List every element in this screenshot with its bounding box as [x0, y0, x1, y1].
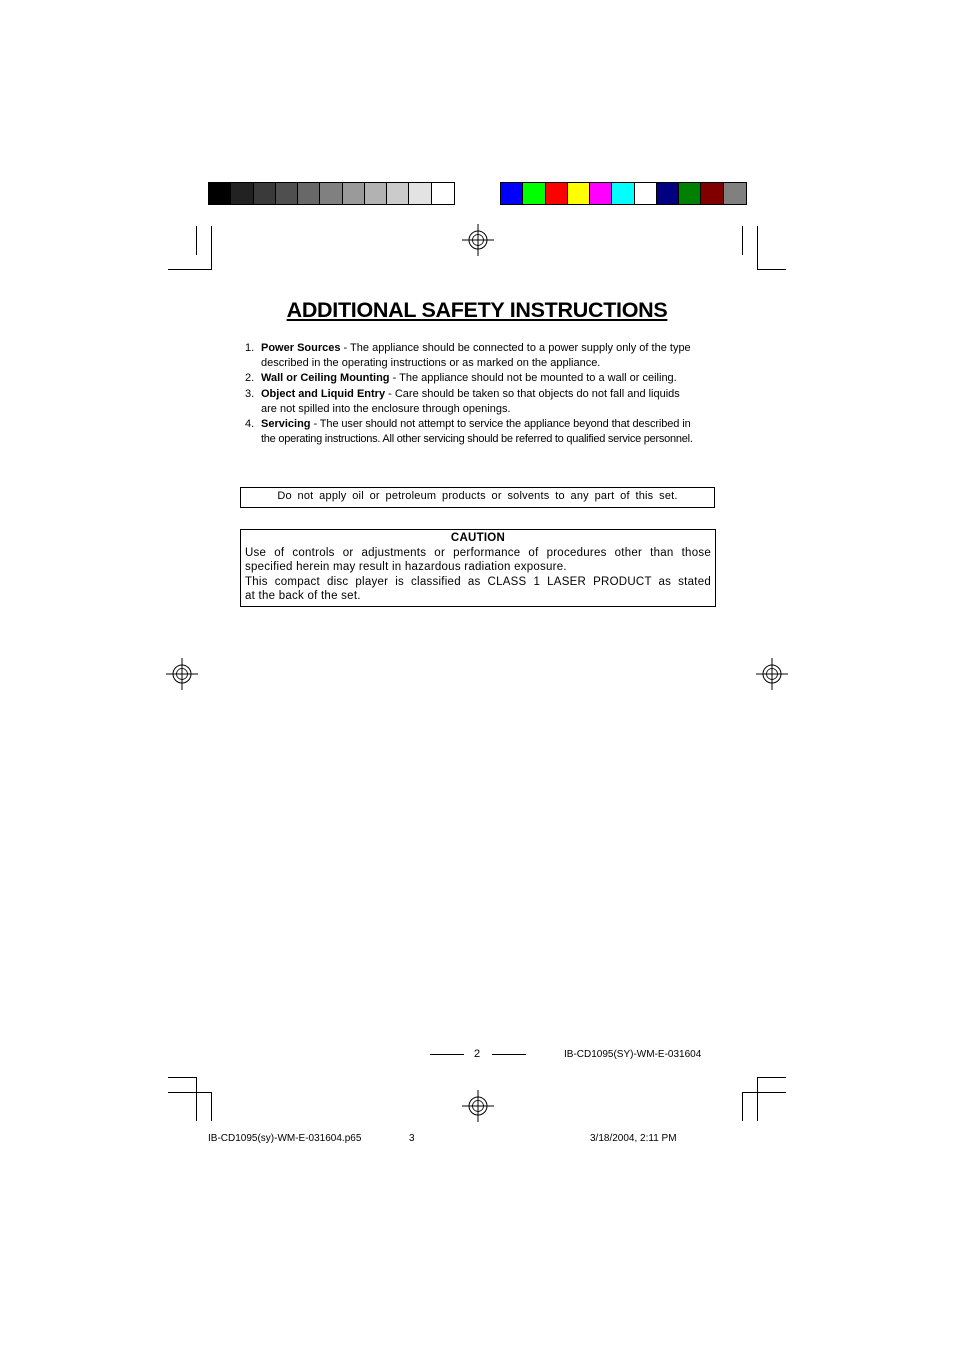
color-swatch: [590, 183, 612, 204]
registration-mark-icon: [756, 658, 788, 690]
color-swatch: [701, 183, 723, 204]
item-text: the operating instructions. All other servicing should be referred to qualified service personnel.: [261, 433, 693, 446]
color-calibration-strip: [500, 182, 747, 205]
item-text: - The user should not attempt to service the appliance beyond that described in: [310, 418, 691, 431]
crop-mark: [742, 226, 743, 255]
color-swatch: [635, 183, 657, 204]
color-swatch: [209, 183, 231, 204]
color-swatch: [432, 183, 454, 204]
page-title: ADDITIONAL SAFETY INSTRUCTIONS: [286, 298, 668, 322]
item-term: Servicing: [261, 418, 311, 431]
color-swatch: [679, 183, 701, 204]
item-number: 3.: [245, 387, 255, 400]
item-term: Power Sources: [261, 342, 341, 354]
item-number: 2.: [245, 372, 255, 385]
item-number: 1.: [245, 342, 255, 354]
color-swatch: [409, 183, 431, 204]
crop-mark: [196, 226, 197, 255]
color-swatch: [298, 183, 320, 204]
crop-mark: [211, 1092, 212, 1121]
grayscale-calibration-strip: [208, 182, 455, 205]
color-swatch: [320, 183, 342, 204]
color-swatch: [343, 183, 365, 204]
crop-mark: [196, 1077, 197, 1121]
color-swatch: [254, 183, 276, 204]
color-swatch: [523, 183, 545, 204]
page-number-rule-right: [492, 1054, 526, 1055]
caution-text-line: This compact disc player is classified as CLASS 1 LASER PRODUCT as stated: [245, 575, 711, 588]
slug-filename: IB-CD1095(sy)-WM-E-031604.p65: [208, 1133, 362, 1144]
caution-text-line: specified herein may result in hazardous radiation exposure.: [245, 561, 567, 574]
crop-mark: [757, 1077, 758, 1121]
crop-mark: [168, 1092, 212, 1093]
caution-box: [240, 529, 716, 607]
color-swatch: [231, 183, 253, 204]
list-item: [244, 417, 716, 447]
item-text: are not spilled into the enclosure through openings.: [261, 402, 511, 415]
color-swatch: [657, 183, 679, 204]
color-swatch: [612, 183, 634, 204]
color-swatch: [276, 183, 298, 204]
document-code: IB-CD1095(SY)-WM-E-031604: [564, 1049, 702, 1060]
item-number: 4.: [245, 418, 255, 431]
crop-mark: [757, 269, 786, 270]
safety-instructions-list: [244, 341, 716, 447]
item-text: described in the operating instructions or as marked on the appliance.: [261, 357, 601, 370]
slug-datetime: 3/18/2004, 2:11 PM: [590, 1133, 677, 1144]
crop-mark: [211, 226, 212, 270]
page-number-rule-left: [430, 1054, 464, 1055]
item-text: - The appliance should not be mounted to a wall or ceiling.: [389, 372, 677, 385]
oil-notice-box: Do not apply oil or petroleum products or solvents to any part of this set.: [240, 487, 715, 508]
registration-mark-icon: [462, 1090, 494, 1122]
list-item: [244, 341, 716, 371]
page-number: 2: [473, 1048, 481, 1060]
item-term: Wall or Ceiling Mounting: [261, 372, 390, 385]
color-swatch: [365, 183, 387, 204]
list-item: [244, 387, 716, 417]
color-swatch: [546, 183, 568, 204]
color-swatch: [568, 183, 590, 204]
crop-mark: [168, 1077, 197, 1078]
crop-mark: [742, 1092, 786, 1093]
crop-mark: [742, 1092, 743, 1121]
crop-mark: [168, 269, 212, 270]
list-item: [244, 371, 716, 386]
crop-mark: [757, 226, 758, 270]
item-text: - Care should be taken so that objects do not fall and liquids: [385, 387, 680, 400]
crop-mark: [757, 1077, 786, 1078]
color-swatch: [724, 183, 746, 204]
caution-title: CAUTION: [450, 532, 506, 544]
registration-mark-icon: [166, 658, 198, 690]
color-swatch: [387, 183, 409, 204]
caution-text-line: Use of controls or adjustments or performance of procedures other than those: [245, 546, 711, 559]
caution-text-line: at the back of the set.: [245, 590, 361, 603]
item-term: Object and Liquid Entry: [261, 387, 386, 400]
item-text: - The appliance should be connected to a power supply only of the type: [340, 342, 691, 354]
slug-sheet-number: 3: [409, 1133, 415, 1144]
registration-mark-icon: [462, 224, 494, 256]
color-swatch: [501, 183, 523, 204]
